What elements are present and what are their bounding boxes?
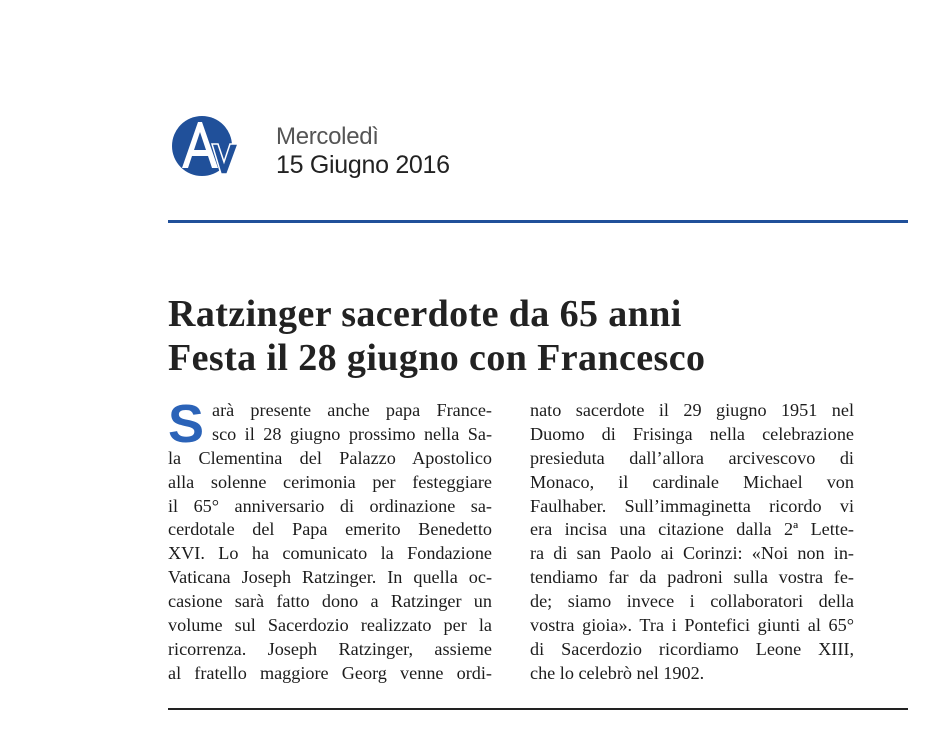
body-line: Duomo di Frisinga nella celebrazione [530,423,854,444]
body-line: il 65° anniversario di ordinazione sa- [168,495,492,516]
issue-date [276,124,450,180]
footer-rule [168,708,908,710]
body-line: Vaticana Joseph Ratzinger. In quella oc- [168,567,492,588]
body-line: arà presente anche papa France- [212,400,492,420]
body-line: cerdotale del Papa emerito Benedetto [168,519,492,540]
body-line: tendiamo far da padroni sulla vostra fe- [530,567,854,588]
body-line: ricorrenza. Joseph Ratzinger, assieme [168,638,492,659]
issue-weekday: Mercoledì [276,123,379,150]
body-line: al fratello maggiore Georg venne ordi- [168,662,492,683]
drop-cap: S [168,394,205,454]
body-line: vostra gioia». Tra i Pontefici giunti al 65° [530,615,854,636]
article-headline [168,292,908,380]
headline-line: Festa il 28 giugno con Francesco [168,337,706,379]
avvenire-logo [168,114,240,178]
body-line: casione sarà fatto dono a Ratzinger un [168,591,492,612]
body-line: nato sacerdote il 29 giugno 1951 nel [530,400,854,420]
body-line: che lo celebrò nel 1902. [530,662,705,683]
avvenire-logo-icon [168,114,240,178]
headline-line: Ratzinger sacerdote da 65 anni [168,293,682,335]
body-line: sco il 28 giugno prossimo nella Sa- [212,423,492,444]
article-column-left [168,394,492,686]
body-line: XVI. Lo ha comunicato la Fondazione [168,543,492,564]
body-line: Monaco, il cardinale Michael von [530,471,854,492]
body-line: era incisa una citazione dalla 2ª Lette- [530,519,854,540]
issue-full-date: 15 Giugno 2016 [276,151,450,179]
body-line: de; siamo invece i collaboratori della [530,591,854,612]
body-line: Faulhaber. Sull’immaginetta ricordo vi [530,495,854,516]
body-line: la Clementina del Palazzo Apostolico [168,447,492,468]
body-line: presieduta dall’allora arcivescovo di [530,447,854,468]
body-line: ra di san Paolo ai Corinzi: «Noi non in- [530,543,854,564]
body-line: di Sacerdozio ricordiamo Leone XIII, [530,638,854,659]
body-line: alla solenne cerimonia per festeggiare [168,471,492,492]
article-column-right [530,399,854,686]
header-rule [168,220,908,223]
body-line: volume sul Sacerdozio realizzato per la [168,615,492,636]
